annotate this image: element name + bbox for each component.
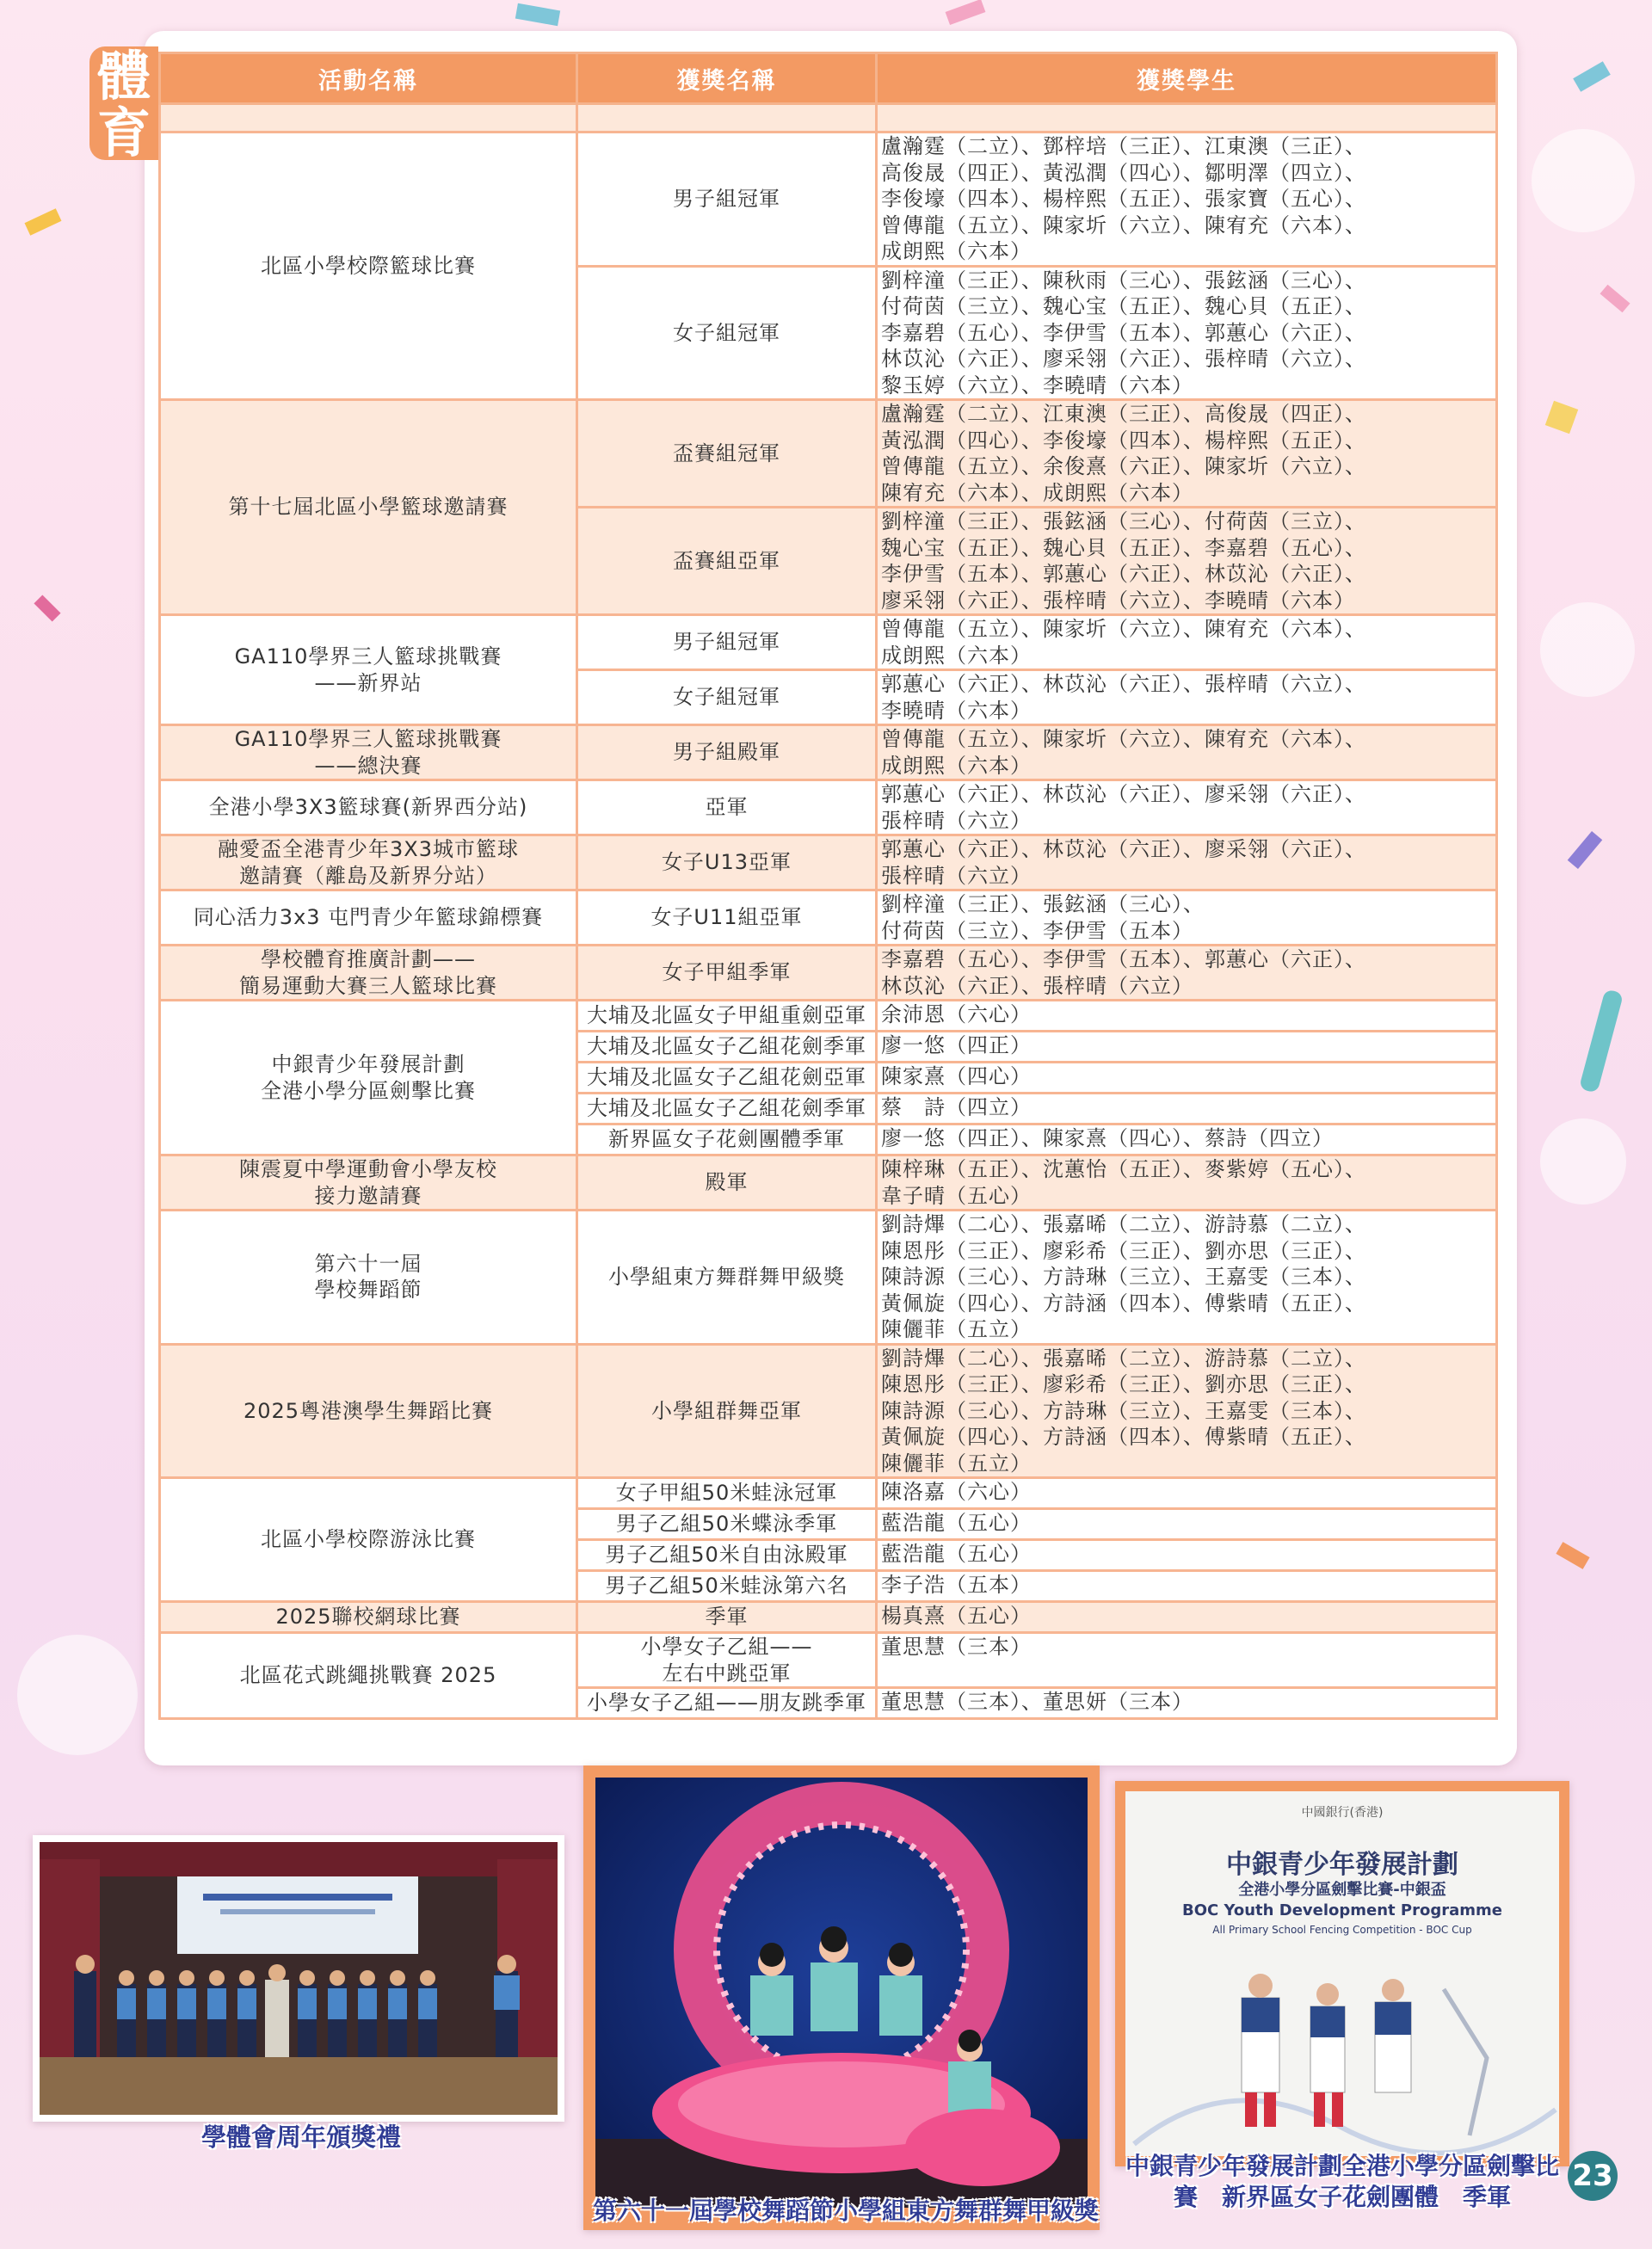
confetti	[1556, 1542, 1589, 1569]
caption-fencing: 中銀青少年發展計劃全港小學分區劍擊比賽 新界區女子花劍團體 季軍	[1125, 2152, 1559, 2211]
students-cell: 劉梓潼（三正）、陳秋雨（三心）、張鉉涵（三心）、 付荷茵（三立）、魏心宝（五正）、魏心貝（五正）、 李嘉碧（五心）、李伊雪（五本）、郭蕙心（六正）、 林苡沁（六正）、廖采翎（六正）、張梓晴（六立）、 黎玉婷（六立）、李曉晴（六本）	[877, 266, 1497, 400]
section-title-char: 體	[96, 45, 151, 108]
confetti	[1545, 401, 1578, 434]
activity-cell: 第六十一屆 學校舞蹈節	[160, 1211, 577, 1345]
activity-cell: 北區花式跳繩挑戰賽 2025	[160, 1633, 577, 1719]
bank-logo: 中國銀行(香港)	[1301, 1806, 1384, 1820]
award-cell: 女子組冠軍	[577, 266, 877, 400]
students-cell: 郭蕙心（六正）、林苡沁（六正）、張梓晴（六立）、 李曉晴（六本）	[877, 670, 1497, 725]
table-row	[160, 1478, 1497, 1509]
confetti	[1579, 989, 1624, 1094]
bg-bubble	[1532, 129, 1635, 232]
poster-subtitle-en: All Primary School Fencing Competition - BOC Cup	[1212, 1924, 1472, 1936]
page-number: 23	[1568, 2151, 1618, 2201]
dance-photo	[595, 1778, 1088, 2208]
students-cell: 董思慧（三本）	[877, 1633, 1497, 1688]
students-cell: 廖一悠（四正）、陳家熹（四心）、蔡詩（四立）	[877, 1124, 1497, 1155]
award-cell: 大埔及北區女子乙組花劍季軍	[577, 1032, 877, 1063]
activity-cell: 2025聯校網球比賽	[160, 1602, 577, 1633]
award-cell: 小學女子乙組—— 左右中跳亞軍	[577, 1633, 877, 1688]
confetti	[946, 0, 986, 25]
table-row	[160, 725, 1497, 780]
award-cell: 小學女子乙組——朋友跳季軍	[577, 1688, 877, 1719]
activity-cell: GA110學界三人籃球挑戰賽 ——新界站	[160, 615, 577, 725]
activity-cell: 北區小學校際游泳比賽	[160, 1478, 577, 1602]
students-cell: 陳家熹（四心）	[877, 1063, 1497, 1094]
activity-cell: 陳震夏中學運動會小學友校 接力邀請賽	[160, 1155, 577, 1211]
table-row	[160, 780, 1497, 835]
students-cell: 郭蕙心（六正）、林苡沁（六正）、廖采翎（六正）、 張梓晴（六立）	[877, 780, 1497, 835]
students-cell: 李嘉碧（五心）、李伊雪（五本）、郭蕙心（六正）、 林苡沁（六正）、張梓晴（六立）	[877, 946, 1497, 1001]
students-cell: 藍浩龍（五心）	[877, 1540, 1497, 1571]
caption-ceremony: 學體會周年頒獎禮	[200, 2123, 401, 2152]
activity-cell: GA110學界三人籃球挑戰賽 ——總決賽	[160, 725, 577, 780]
photo-frame-ceremony	[33, 1835, 564, 2122]
students-cell: 余沛恩（六心）	[877, 1001, 1497, 1032]
confetti	[515, 3, 560, 26]
confetti	[34, 595, 60, 621]
award-cell: 盃賽組亞軍	[577, 508, 877, 615]
caption-dance: 第六十一屆學校舞蹈節小學組東方舞群舞甲級獎	[592, 2197, 1099, 2225]
table-header-row	[160, 53, 1497, 104]
photo-frame-fencing	[1115, 1781, 1569, 2166]
activity-cell: 北區小學校際籃球比賽	[160, 132, 577, 400]
bg-bubble	[1540, 1118, 1626, 1205]
fencers-graphic	[1125, 1938, 1559, 2156]
activity-cell: 學校體育推廣計劃—— 簡易運動大賽三人籃球比賽	[160, 946, 577, 1001]
students-cell: 曾傳龍（五立）、陳家圻（六立）、陳宥充（六本）、 成朗熙（六本）	[877, 615, 1497, 670]
students-cell: 盧瀚霆（二立）、江東澳（三正）、高俊晟（四正）、 黃泓潤（四心）、李俊壕（四本）、楊梓熙（五正）、 曾傳龍（五立）、余俊熹（六正）、陳家圻（六立）、 陳宥充（六本）、成朗熙（六本）	[877, 400, 1497, 508]
confetti	[24, 208, 61, 235]
bg-bubble	[17, 1635, 138, 1755]
students-cell: 曾傳龍（五立）、陳家圻（六立）、陳宥充（六本）、 成朗熙（六本）	[877, 725, 1497, 780]
award-cell: 殿軍	[577, 1155, 877, 1211]
table-row	[160, 1633, 1497, 1688]
award-cell: 女子甲組季軍	[577, 946, 877, 1001]
award-cell: 女子U13亞軍	[577, 835, 877, 890]
activity-cell: 中銀青少年發展計劃 全港小學分區劍擊比賽	[160, 1001, 577, 1155]
fencing-photo	[1125, 1791, 1559, 2156]
students-cell: 劉詩熚（二心）、張嘉晞（二立）、游詩慕（二立）、 陳恩彤（三正）、廖彩希（三正）、劉亦思（三正）、 陳詩源（三心）、方詩琳（三立）、王嘉雯（三本）、 黃佩旋（四心）、方詩涵（四本）、傅紫晴（五正）、 陳儷菲（五立）	[877, 1344, 1497, 1478]
award-cell: 女子U11組亞軍	[577, 890, 877, 946]
award-cell: 盃賽組冠軍	[577, 400, 877, 508]
award-cell: 亞軍	[577, 780, 877, 835]
table-row	[160, 400, 1497, 508]
ceremony-photo	[40, 1842, 558, 2115]
award-cell: 男子組冠軍	[577, 615, 877, 670]
header-spacer-row	[160, 104, 1497, 132]
activity-cell: 同心活力3x3 屯門青少年籃球錦標賽	[160, 890, 577, 946]
table-row	[160, 890, 1497, 946]
award-cell: 大埔及北區女子乙組花劍季軍	[577, 1094, 877, 1124]
table-row	[160, 1211, 1497, 1345]
award-cell: 女子甲組50米蛙泳冠軍	[577, 1478, 877, 1509]
activity-cell: 融愛盃全港青少年3X3城市籃球 邀請賽（離島及新界分站）	[160, 835, 577, 890]
students-cell: 劉詩熚（二心）、張嘉晞（二立）、游詩慕（二立）、 陳恩彤（三正）、廖彩希（三正）、劉亦思（三正）、 陳詩源（三心）、方詩琳（三立）、王嘉雯（三本）、 黃佩旋（四心）、方詩涵（四本）、傅紫晴（五正）、 陳儷菲（五立）	[877, 1211, 1497, 1345]
section-title	[89, 45, 158, 164]
award-cell: 季軍	[577, 1602, 877, 1633]
bg-bubble	[1540, 602, 1635, 697]
students-cell: 陳梓琳（五正）、沈蕙怡（五正）、麥紫婷（五心）、 韋子晴（五心）	[877, 1155, 1497, 1211]
award-cell: 女子組冠軍	[577, 670, 877, 725]
photo-frame-dance	[583, 1765, 1100, 2230]
activity-cell: 2025粵港澳學生舞蹈比賽	[160, 1344, 577, 1478]
header-students: 獲獎學生	[877, 53, 1497, 104]
students-cell: 蔡 詩（四立）	[877, 1094, 1497, 1124]
awards-table	[158, 52, 1498, 1720]
award-cell: 男子乙組50米蝶泳季軍	[577, 1509, 877, 1540]
students-cell: 廖一悠（四正）	[877, 1032, 1497, 1063]
poster-title-en: BOC Youth Development Programme	[1182, 1901, 1502, 1919]
award-cell: 男子組冠軍	[577, 132, 877, 267]
table-row	[160, 1344, 1497, 1478]
students-cell: 藍浩龍（五心）	[877, 1509, 1497, 1540]
confetti	[1573, 61, 1611, 92]
students-cell: 劉梓潼（三正）、張鉉涵（三心）、付荷茵（三立）、 魏心宝（五正）、魏心貝（五正）、李嘉碧（五心）、 李伊雪（五本）、郭蕙心（六正）、林苡沁（六正）、 廖采翎（六正）、張梓晴（六立）、李曉晴（六本）	[877, 508, 1497, 615]
table-row	[160, 835, 1497, 890]
students-cell: 楊真熹（五心）	[877, 1602, 1497, 1633]
table-row	[160, 615, 1497, 670]
award-cell: 男子乙組50米蛙泳第六名	[577, 1571, 877, 1602]
table-row	[160, 132, 1497, 267]
students-cell: 郭蕙心（六正）、林苡沁（六正）、廖采翎（六正）、 張梓晴（六立）	[877, 835, 1497, 890]
table-row	[160, 1602, 1497, 1633]
poster-title-zh: 中銀青少年發展計劃	[1226, 1850, 1458, 1880]
students-cell: 陳洛嘉（六心）	[877, 1478, 1497, 1509]
section-title-char: 育	[96, 102, 151, 164]
table-row	[160, 946, 1497, 1001]
header-activity: 活動名稱	[160, 53, 577, 104]
students-cell: 李子浩（五本）	[877, 1571, 1497, 1602]
award-cell: 男子乙組50米自由泳殿軍	[577, 1540, 877, 1571]
header-award: 獲獎名稱	[577, 53, 877, 104]
award-cell: 大埔及北區女子乙組花劍亞軍	[577, 1063, 877, 1094]
table-row	[160, 1155, 1497, 1211]
confetti	[1568, 831, 1603, 869]
activity-cell: 第十七屆北區小學籃球邀請賽	[160, 400, 577, 615]
poster-subtitle-zh: 全港小學分區劍擊比賽-中銀盃	[1238, 1881, 1446, 1899]
students-cell: 董思慧（三本）、董思妍（三本）	[877, 1688, 1497, 1719]
award-cell: 男子組殿軍	[577, 725, 877, 780]
award-cell: 小學組群舞亞軍	[577, 1344, 877, 1478]
activity-cell: 全港小學3X3籃球賽(新界西分站)	[160, 780, 577, 835]
confetti	[1600, 285, 1630, 313]
students-cell: 盧瀚霆（二立）、鄧梓培（三正）、江東澳（三正）、 高俊晟（四正）、黃泓潤（四心）、鄒明澤（四立）、 李俊壕（四本）、楊梓熙（五正）、張家寶（五心）、 曾傳龍（五立）、陳家圻（六立）、陳宥充（六本）、 成朗熙（六本）	[877, 132, 1497, 267]
students-cell: 劉梓潼（三正）、張鉉涵（三心）、 付荷茵（三立）、李伊雪（五本）	[877, 890, 1497, 946]
award-cell: 大埔及北區女子甲組重劍亞軍	[577, 1001, 877, 1032]
award-cell: 小學組東方舞群舞甲級獎	[577, 1211, 877, 1345]
table-row	[160, 1001, 1497, 1032]
award-cell: 新界區女子花劍團體季軍	[577, 1124, 877, 1155]
